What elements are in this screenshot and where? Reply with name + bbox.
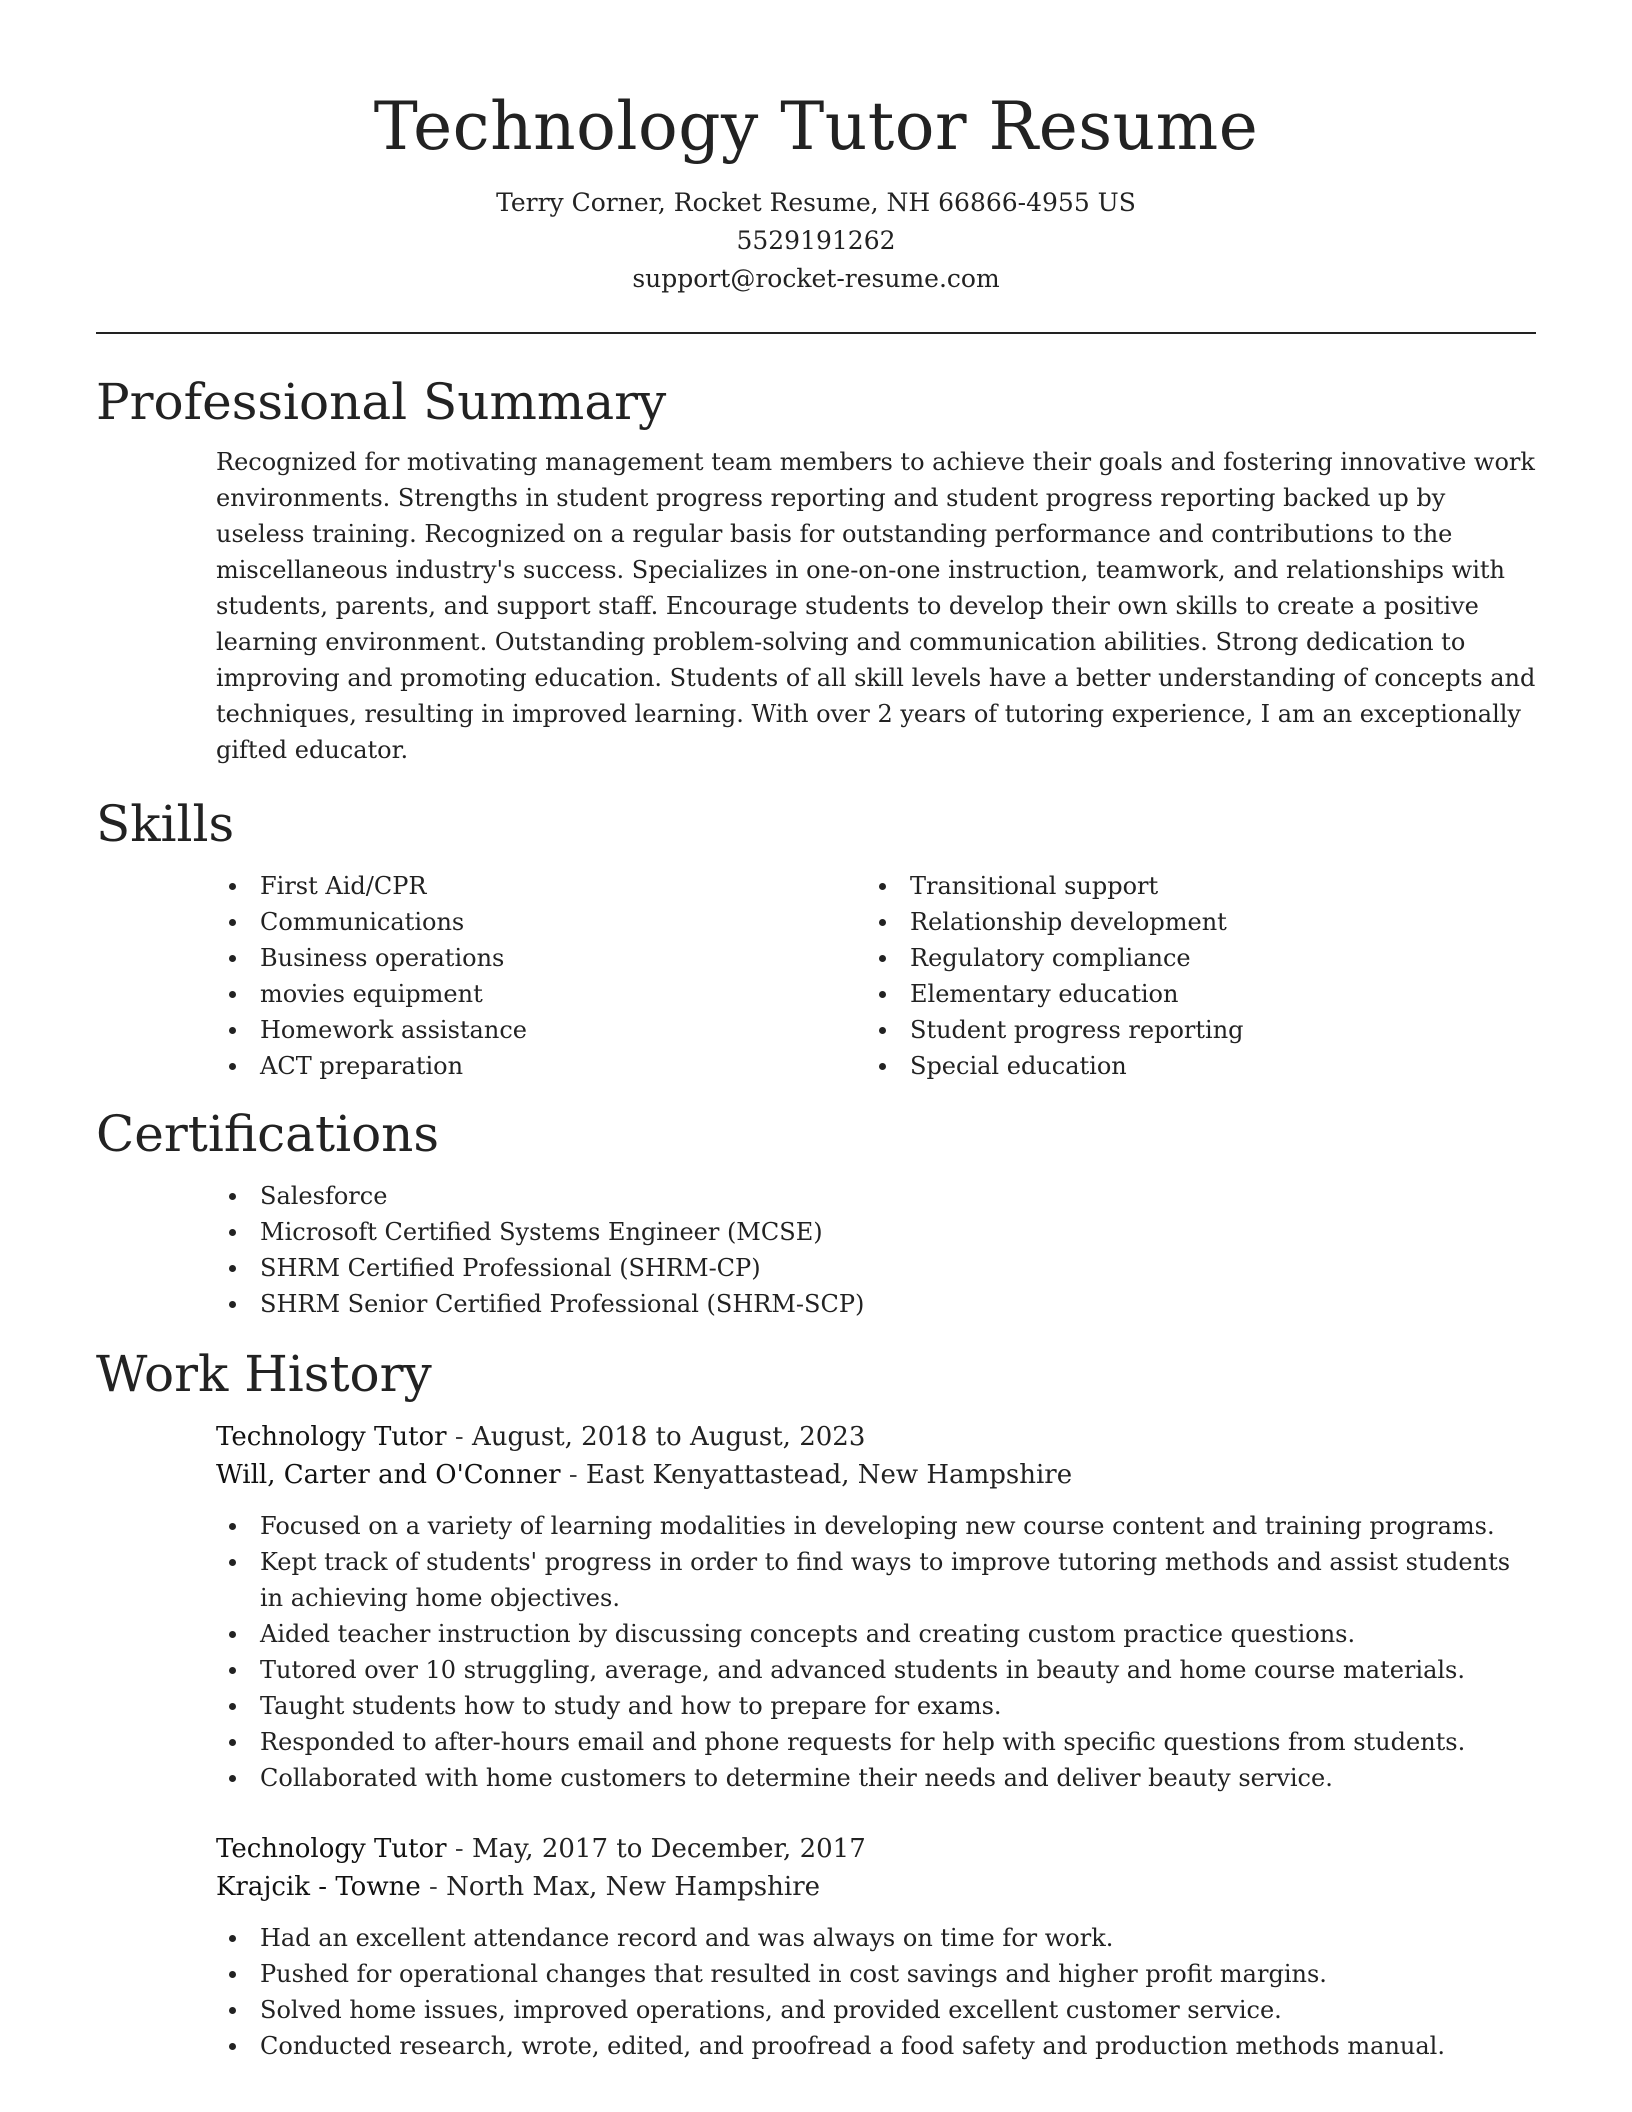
skill-item: Business operations	[216, 940, 866, 976]
certification-item: Microsoft Certified Systems Engineer (MCSE)	[216, 1214, 1536, 1250]
skill-item: Regulatory compliance	[866, 940, 1516, 976]
skill-item: Relationship development	[866, 904, 1516, 940]
skill-item: Student progress reporting	[866, 1012, 1516, 1048]
job-duty-item: Aided teacher instruction by discussing concepts and creating custom practice questions.	[216, 1616, 1536, 1652]
skills-list-left	[216, 868, 866, 1084]
job-entry	[216, 1418, 1536, 1796]
separator: -	[446, 1422, 472, 1452]
skill-item: ACT preparation	[216, 1048, 866, 1084]
job-duty-item: Had an excellent attendance record and was always on time for work.	[216, 1920, 1536, 1956]
job-duty-item: Conducted research, wrote, edited, and proofread a food safety and production methods manual.	[216, 2028, 1536, 2064]
skill-item: Special education	[866, 1048, 1516, 1084]
job-entry	[216, 1830, 1536, 2064]
skills-column-right	[866, 868, 1516, 1084]
job-duty-item: Kept track of students' progress in order to find ways to improve tutoring methods and assist students in achieving home objectives.	[216, 1544, 1536, 1616]
certifications-heading: Certifications	[96, 1105, 440, 1163]
skill-item: Homework assistance	[216, 1012, 866, 1048]
job-title: Technology Tutor	[216, 1422, 447, 1452]
job-duties-list	[216, 1920, 1536, 2064]
skill-item: First Aid/CPR	[216, 868, 866, 904]
job-dates: August, 2018 to August, 2023	[471, 1422, 866, 1452]
job-company: Will, Carter and O'Conner	[216, 1460, 561, 1490]
job-duty-item: Taught students how to study and how to prepare for exams.	[216, 1688, 1536, 1724]
contact-info	[96, 184, 1536, 298]
job-duty-item: Tutored over 10 struggling, average, and advanced students in beauty and home course materials.	[216, 1652, 1536, 1688]
contact-phone: 5529191262	[736, 226, 896, 255]
job-company-line	[216, 1868, 1536, 1906]
skills-list-right	[866, 868, 1516, 1084]
summary-heading: Professional Summary	[96, 373, 667, 431]
certification-item: Salesforce	[216, 1178, 1536, 1214]
job-duty-item: Pushed for operational changes that resulted in cost savings and higher profit margins.	[216, 1956, 1536, 1992]
skill-item: Communications	[216, 904, 866, 940]
document-title: Technology Tutor Resume	[373, 88, 1259, 165]
skill-item: movies equipment	[216, 976, 866, 1012]
separator: -	[420, 1872, 447, 1902]
separator: -	[446, 1834, 472, 1864]
job-company-line	[216, 1456, 1536, 1494]
certification-item: SHRM Certified Professional (SHRM-CP)	[216, 1250, 1536, 1286]
job-duty-item: Collaborated with home customers to determine their needs and deliver beauty service.	[216, 1760, 1536, 1796]
job-title-line	[216, 1830, 1536, 1868]
job-duty-item: Responded to after-hours email and phone requests for help with specific questions from students.	[216, 1724, 1536, 1760]
job-title-line	[216, 1418, 1536, 1456]
work-history-heading: Work History	[96, 1345, 432, 1403]
certifications-list	[216, 1178, 1536, 1322]
skills-grid	[216, 868, 1536, 1084]
summary-text: Recognized for motivating management team members to achieve their goals and fostering innovative work environments. Strengths in student progress reporting and student progress reporting backed up by useless training. Recognized on a regular basis for outstanding performance and contributions to the miscellaneous industry's success. Specializes in one-on-one instruction, teamwork, and relationships with students, parents, and support staff. Encourage students to develop their own skills to create a positive learning environment. Outstanding problem-solving and communication abilities. Strong dedication to improving and promoting education. Students of all skill levels have a better understanding of concepts and techniques, resulting in improved learning. With over 2 years of tutoring experience, I am an exceptionally gifted educator.	[216, 448, 1536, 764]
certification-item: SHRM Senior Certified Professional (SHRM-SCP)	[216, 1286, 1536, 1322]
contact-email[interactable]: support@rocket-resume.com	[632, 264, 1000, 293]
skill-item: Elementary education	[866, 976, 1516, 1012]
job-location: North Max, New Hampshire	[446, 1872, 821, 1902]
separator: -	[560, 1460, 586, 1490]
resume-header	[96, 0, 1536, 298]
skills-column-left	[216, 868, 866, 1084]
contact-address: Terry Corner, Rocket Resume, NH 66866-4955 US	[496, 188, 1136, 217]
job-location: East Kenyattastead, New Hampshire	[585, 1460, 1073, 1490]
job-title: Technology Tutor	[216, 1834, 447, 1864]
skills-heading: Skills	[96, 795, 235, 853]
skill-item: Transitional support	[866, 868, 1516, 904]
job-dates: May, 2017 to December, 2017	[471, 1834, 866, 1864]
job-duty-item: Focused on a variety of learning modalities in developing new course content and training programs.	[216, 1508, 1536, 1544]
job-company: Krajcik - Towne	[216, 1872, 421, 1902]
job-duties-list	[216, 1508, 1536, 1796]
job-duty-item: Solved home issues, improved operations, and provided excellent customer service.	[216, 1992, 1536, 2028]
header-divider	[96, 332, 1536, 334]
